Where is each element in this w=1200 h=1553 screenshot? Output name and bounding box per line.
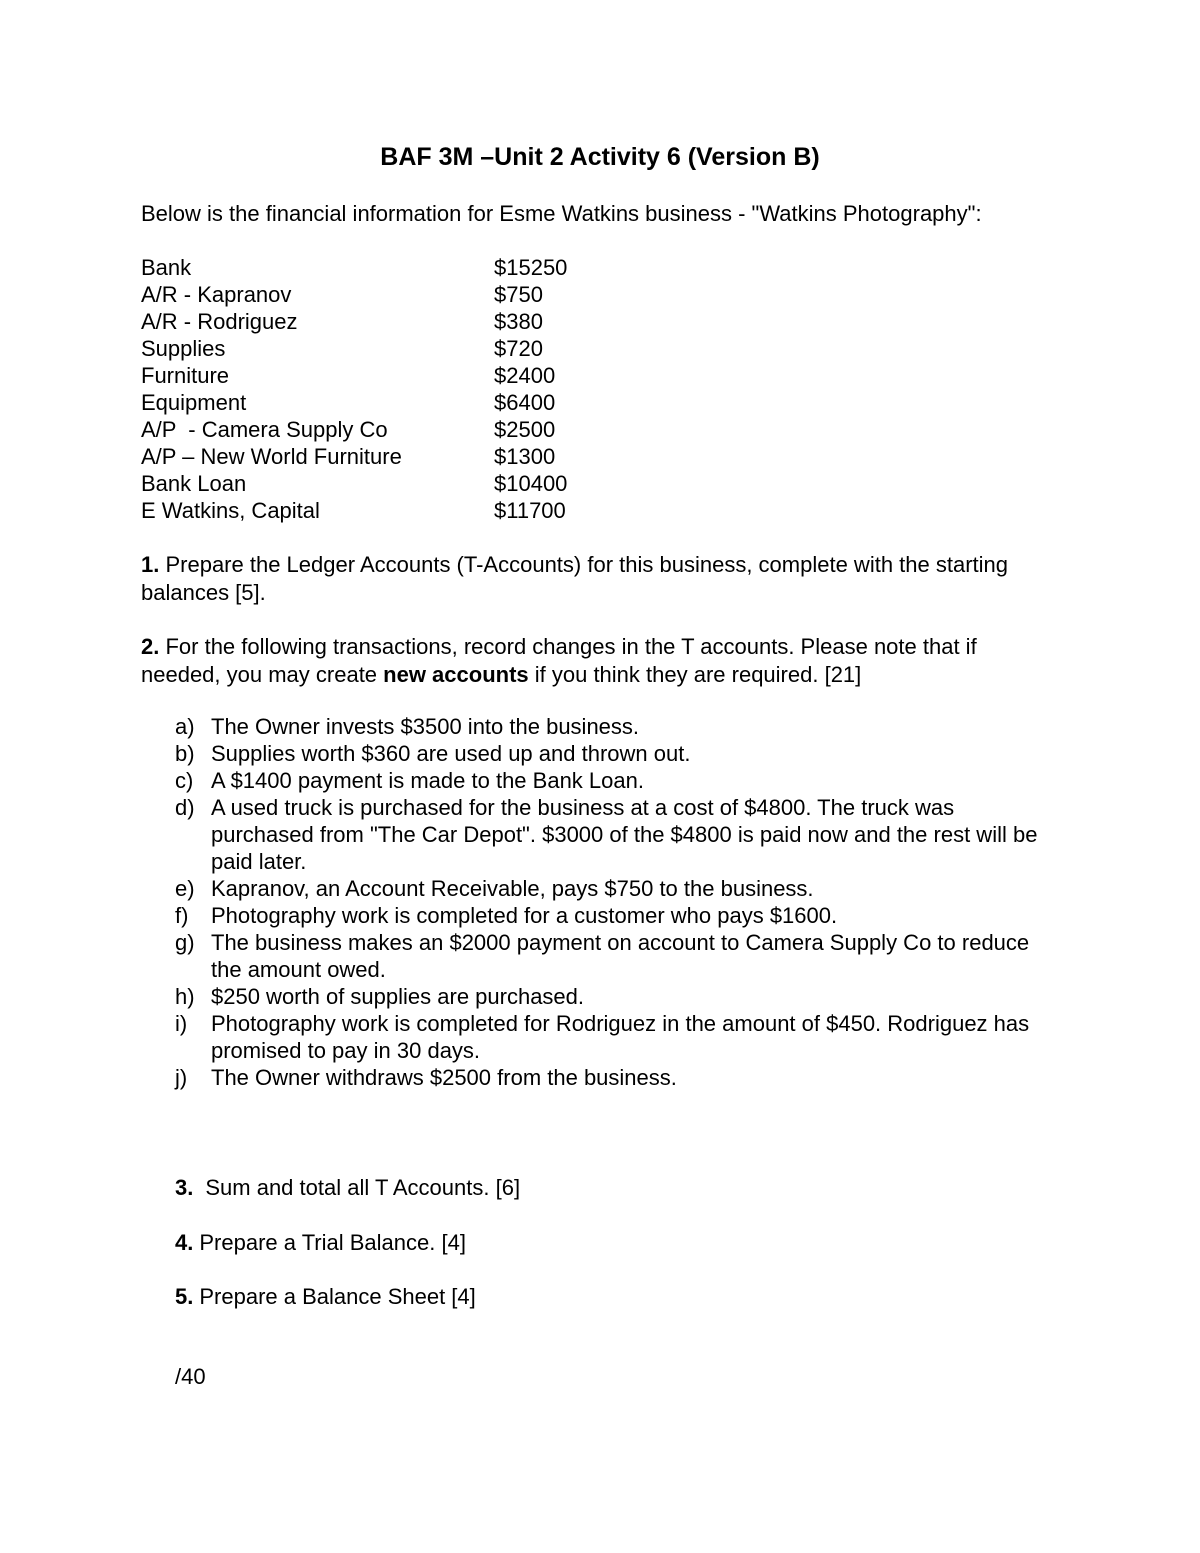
account-name: A/R - Kapranov — [141, 282, 292, 307]
list-text: Photography work is completed for a customer who pays $1600. — [211, 903, 838, 928]
list-text: A $1400 payment is made to the Bank Loan. — [211, 768, 644, 793]
account-name: Equipment — [141, 390, 247, 415]
account-amount: $6400 — [494, 390, 556, 415]
question-number: 5. — [175, 1284, 194, 1309]
list-item — [175, 983, 1055, 1010]
list-letter: j) — [175, 1065, 188, 1090]
question-text: For the following transactions, record changes in the T accounts. Please note that if needed, you may create — [141, 634, 977, 687]
list-letter: h) — [175, 984, 195, 1009]
list-item — [175, 1010, 1055, 1064]
list-item — [175, 929, 1055, 983]
question-2 — [141, 633, 1061, 689]
list-letter: c) — [175, 768, 194, 793]
list-text: The Owner invests $3500 into the business. — [211, 714, 640, 739]
account-name: E Watkins, Capital — [141, 498, 320, 523]
account-amount: $1300 — [494, 444, 556, 469]
account-amount: $750 — [494, 282, 543, 307]
list-text: A used truck is purchased for the business at a cost of $4800. The truck was purchased from "The Car Depot". $3000 of the $4800 is paid now and the rest will be paid later. — [211, 795, 1038, 874]
question-text: Prepare the Ledger Accounts (T-Accounts) for this business, complete with the starting balances [5]. — [141, 552, 1009, 605]
account-amount: $2400 — [494, 363, 556, 388]
account-name: A/P - Camera Supply Co — [141, 417, 388, 442]
account-amount: $10400 — [494, 471, 568, 496]
list-letter: a) — [175, 714, 195, 739]
list-text: The Owner withdraws $2500 from the business. — [211, 1065, 677, 1090]
list-letter: g) — [175, 930, 195, 955]
list-letter: f) — [175, 903, 189, 928]
question-text: Sum and total all T Accounts. [6] — [205, 1175, 521, 1200]
account-amount: $2500 — [494, 417, 556, 442]
account-amount: $380 — [494, 309, 543, 334]
transaction-list — [175, 713, 1055, 1091]
account-name: Furniture — [141, 363, 230, 388]
question-5 — [175, 1283, 476, 1311]
question-text: if you think they are required. [21] — [528, 662, 862, 687]
list-letter: i) — [175, 1011, 188, 1036]
account-name: Supplies — [141, 336, 226, 361]
list-text: Kapranov, an Account Receivable, pays $750 to the business. — [211, 876, 814, 901]
question-3 — [175, 1174, 520, 1202]
list-item — [175, 740, 1055, 767]
list-text: Supplies worth $360 are used up and thrown out. — [211, 741, 691, 766]
account-name: Bank — [141, 255, 192, 280]
question-number: 3. — [175, 1175, 194, 1200]
list-item — [175, 875, 1055, 902]
question-text: Prepare a Balance Sheet [4] — [199, 1284, 476, 1309]
account-name: A/R - Rodriguez — [141, 309, 298, 334]
list-text: Photography work is completed for Rodriguez in the amount of $450. Rodriguez has promised to pay in 30 days. — [211, 1011, 1030, 1063]
account-amount: $15250 — [494, 255, 568, 280]
list-text: The business makes an $2000 payment on account to Camera Supply Co to reduce the amount owed. — [211, 930, 1030, 982]
list-item — [175, 1064, 1055, 1091]
emphasis-text: new accounts — [383, 662, 529, 687]
intro-text: Below is the financial information for Esme Watkins business - "Watkins Photography": — [141, 201, 982, 226]
list-item — [175, 794, 1055, 875]
question-number: 4. — [175, 1230, 194, 1255]
list-letter: b) — [175, 741, 195, 766]
account-amount: $720 — [494, 336, 543, 361]
page-title: BAF 3M –Unit 2 Activity 6 (Version B) — [380, 143, 820, 171]
question-number: 1. — [141, 552, 160, 577]
list-letter: d) — [175, 795, 195, 820]
list-item — [175, 713, 1055, 740]
account-name: Bank Loan — [141, 471, 247, 496]
list-letter: e) — [175, 876, 195, 901]
list-item — [175, 767, 1055, 794]
question-number: 2. — [141, 634, 160, 659]
account-name: A/P – New World Furniture — [141, 444, 402, 469]
total-marks: /40 — [175, 1364, 206, 1389]
list-item — [175, 902, 1055, 929]
question-1 — [141, 551, 1061, 607]
question-4 — [175, 1229, 466, 1257]
account-amount: $11700 — [494, 498, 566, 523]
question-text: Prepare a Trial Balance. [4] — [199, 1230, 466, 1255]
list-text: $250 worth of supplies are purchased. — [211, 984, 585, 1009]
